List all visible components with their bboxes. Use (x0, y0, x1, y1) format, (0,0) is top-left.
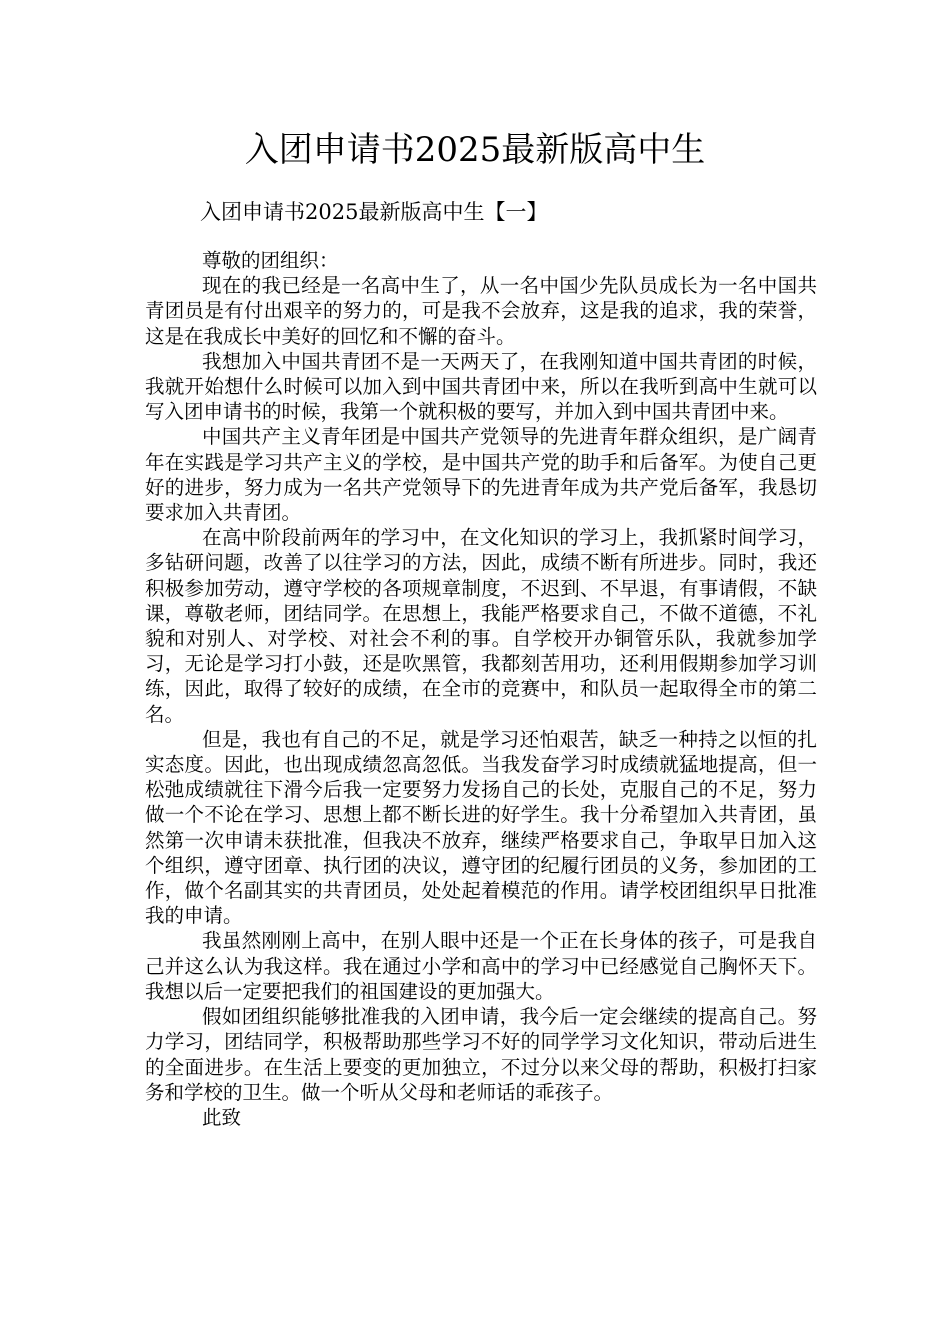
letter-body (145, 248, 817, 1130)
closing: 此致 (202, 1105, 242, 1129)
paragraph-1: 现在的我已经是一名高中生了，从一名中国少先队员成长为一名中国共青团员是有付出艰辛的努力的，可是我不会放弃，这是我的追求，我的荣誉，这是在我成长中美好的回忆和不懈的奋斗。 (145, 274, 817, 348)
paragraph-4: 在高中阶段前两年的学习中，在文化知识的学习上，我抓紧时间学习，多钻研问题，改善了以往学习的方法，因此，成绩不断有所进步。同时，我还积极参加劳动，遵守学校的各项规章制度，不迟到、不早退，有事请假，不缺课，尊敬老师，团结同学。在思想上，我能严格要求自己，不做不道德，不礼貌和对别人、对学校、对社会不利的事。自学校开办铜管乐队，我就参加学习，无论是学习打小鼓，还是吹黑管，我都刻苦用功，还利用假期参加学习训练，因此，取得了较好的成绩，在全市的竞赛中，和队员一起取得全市的第二名。 (145, 526, 817, 726)
paragraph-3: 中国共产主义青年团是中国共产党领导的先进青年群众组织，是广阔青年在实践是学习共产主义的学校，是中国共产党的助手和后备军。为使自己更好的进步，努力成为一名共产党领导下的先进青年成为共产党后备军，我恳切要求加入共青团。 (145, 425, 817, 525)
paragraph-7: 假如团组织能够批准我的入团申请，我今后一定会继续的提高自己。努力学习，团结同学，积极帮助那些学习不好的同学学习文化知识，带动后进生的全面进步。在生活上要变的更加独立，不过分以来父母的帮助，积极打扫家务和学校的卫生。做一个听从父母和老师话的乖孩子。 (145, 1005, 817, 1104)
paragraph-6: 我虽然刚刚上高中，在别人眼中还是一个正在长身体的孩子，可是我自己并这么认为我这样。我在通过小学和高中的学习中已经感觉自己胸怀天下。我想以后一定要把我们的祖国建设的更加强大。 (145, 929, 817, 1003)
salutation: 尊敬的团组织： (202, 249, 339, 272)
paragraph-5: 但是，我也有自己的不足，就是学习还怕艰苦，缺乏一种持之以恒的扎实态度。因此，也出现成绩忽高忽低。当我发奋学习时成绩就猛地提高，但一松弛成绩就往下滑今后我一定要努力发扬自己的长处，克服自己的不足，努力做一个不论在学习、思想上都不断长进的好学生。我十分希望加入共青团，虽然第一次申请未获批准，但我决不放弃，继续严格要求自己，争取早日加入这个组织，遵守团章、执行团的决议，遵守团的纪履行团员的义务，参加团的工作，做个名副其实的共青团员，处处起着模范的作用。请学校团组织早日批准我的申请。 (145, 727, 817, 928)
section-heading: 入团申请书2025最新版高中生【一】 (200, 200, 548, 224)
document-title: 入团申请书2025最新版高中生 (244, 130, 706, 170)
paragraph-2: 我想加入中国共青团不是一天两天了，在我刚知道中国共青团的时候，我就开始想什么时候可以加入到中国共青团中来，所以在我听到高中生就可以写入团申请书的时候，我第一个就积极的要写，并加入到中国共青团中来。 (145, 349, 817, 424)
